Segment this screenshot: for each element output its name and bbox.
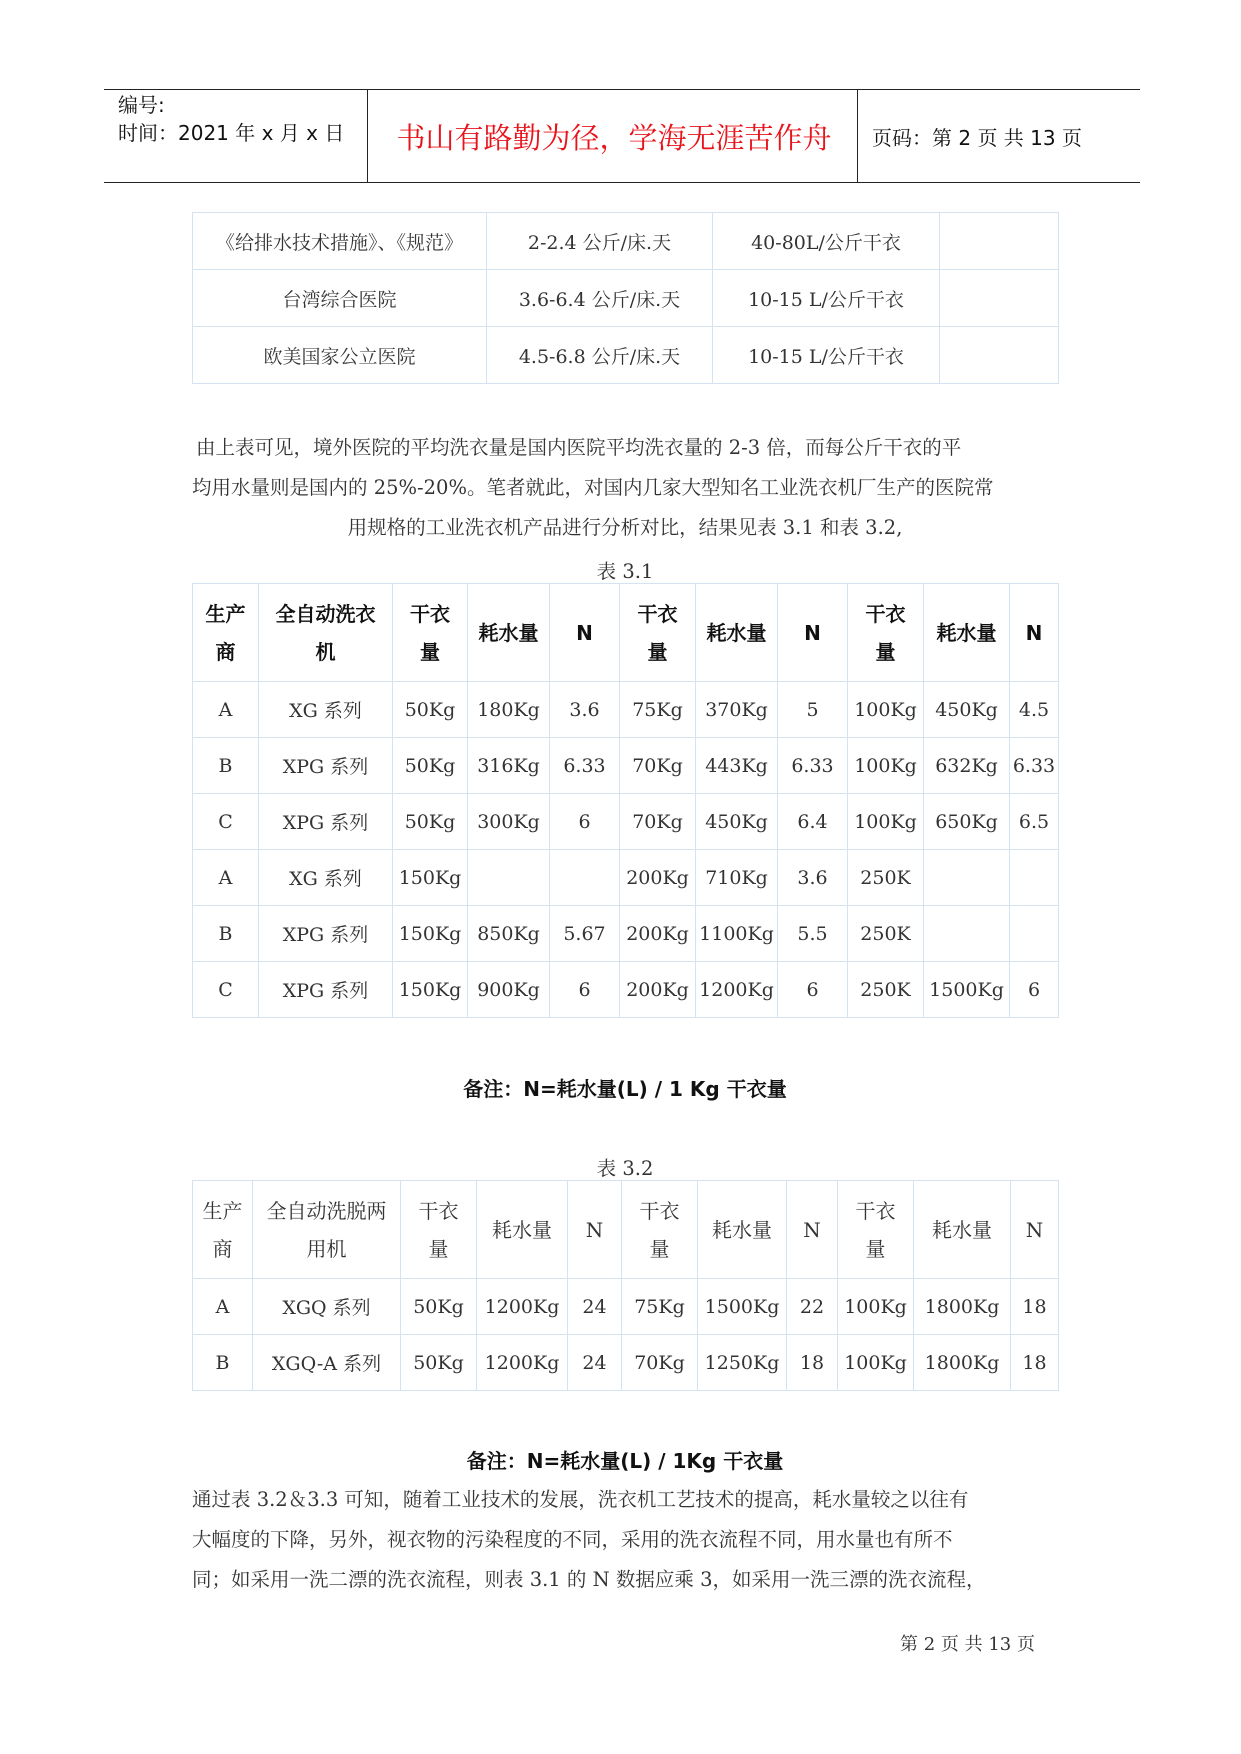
table-cell: 75Kg bbox=[622, 1279, 698, 1335]
table-header-cell bbox=[393, 584, 468, 682]
table-cell: 200Kg bbox=[620, 850, 696, 906]
table-row bbox=[193, 850, 1059, 906]
header-line-text: N bbox=[804, 620, 821, 645]
water-usage-comparison-table bbox=[192, 212, 1059, 384]
table-caption: 表 3.2 bbox=[596, 1157, 654, 1180]
table-cell: XPG 系列 bbox=[259, 794, 393, 850]
table-cell: XG 系列 bbox=[259, 682, 393, 738]
table-header-cell bbox=[253, 1181, 401, 1279]
table-cell: 24 bbox=[568, 1279, 622, 1335]
table-cell: 850Kg bbox=[468, 906, 550, 962]
table-cell bbox=[940, 213, 1059, 270]
header-divider-left bbox=[367, 90, 368, 183]
header-line-text: N bbox=[585, 1217, 604, 1242]
conclusion-paragraph bbox=[192, 1480, 1058, 1600]
table-cell bbox=[940, 327, 1059, 384]
table-cell: 632Kg bbox=[924, 738, 1010, 794]
table-cell: 6.33 bbox=[550, 738, 620, 794]
table-cell: 650Kg bbox=[924, 794, 1010, 850]
table-cell: XPG 系列 bbox=[259, 906, 393, 962]
header-line-text: 量 bbox=[647, 639, 668, 664]
table-cell: 1200Kg bbox=[477, 1335, 568, 1391]
table-cell: B bbox=[193, 906, 259, 962]
table-cell: 1250Kg bbox=[698, 1335, 787, 1391]
table-cell: 75Kg bbox=[620, 682, 696, 738]
table-cell: 250K bbox=[848, 850, 924, 906]
table-header-cell bbox=[698, 1181, 787, 1279]
header-line-text: 全自动洗脱两 bbox=[266, 1198, 387, 1223]
table-cell: 100Kg bbox=[848, 682, 924, 738]
table-header-cell bbox=[848, 584, 924, 682]
table-cell: 50Kg bbox=[393, 682, 468, 738]
table-cell: XPG 系列 bbox=[259, 738, 393, 794]
table-cell: 710Kg bbox=[696, 850, 778, 906]
paragraph-line: 大幅度的下降，另外，视衣物的污染程度的不同，采用的洗衣流程不同，用水量也有所不 bbox=[192, 1528, 953, 1551]
header-line-text: N bbox=[803, 1217, 821, 1242]
header-line-text: 耗水量 bbox=[492, 1217, 552, 1242]
table-cell: 1200Kg bbox=[696, 962, 778, 1018]
table-cell: 100Kg bbox=[848, 794, 924, 850]
table-cell: 250K bbox=[848, 962, 924, 1018]
table-cell: 100Kg bbox=[838, 1335, 914, 1391]
table-cell: B bbox=[193, 738, 259, 794]
header-meta bbox=[118, 90, 344, 148]
paragraph-line: 用规格的工业洗衣机产品进行分析对比，结果见表 3.1 和表 3.2, bbox=[347, 516, 903, 539]
table-cell: 18 bbox=[787, 1335, 838, 1391]
header-line-text: 生产 bbox=[202, 1198, 243, 1223]
table-cell: 欧美国家公立医院 bbox=[193, 327, 487, 384]
table-cell: 6 bbox=[778, 962, 848, 1018]
table-cell: 1500Kg bbox=[924, 962, 1010, 1018]
header-line-text: 生产 bbox=[205, 601, 246, 626]
table-cell: 6.33 bbox=[1010, 738, 1059, 794]
table-header-row bbox=[193, 1181, 1059, 1279]
header-line-text: 耗水量 bbox=[932, 1217, 992, 1242]
table-cell: 5 bbox=[778, 682, 848, 738]
table-cell: 150Kg bbox=[393, 962, 468, 1018]
table-cell: 900Kg bbox=[468, 962, 550, 1018]
table-cell: 1500Kg bbox=[698, 1279, 787, 1335]
paragraph-line: 通过表 3.2＆3.3 可知，随着工业技术的发展，洗衣机工艺技术的提高，耗水量较之以往有 bbox=[192, 1488, 969, 1511]
table-cell: 450Kg bbox=[924, 682, 1010, 738]
table-cell: 22 bbox=[787, 1279, 838, 1335]
table-cell: 6 bbox=[1010, 962, 1059, 1018]
table-cell: 50Kg bbox=[393, 738, 468, 794]
table-cell: 5.5 bbox=[778, 906, 848, 962]
header-line-text: 机 bbox=[315, 639, 336, 664]
table-cell bbox=[924, 850, 1010, 906]
header-line-text: 干衣 bbox=[865, 601, 906, 626]
header-line-text: 量 bbox=[420, 639, 440, 664]
table-cell: 3.6 bbox=[550, 682, 620, 738]
table-cell: 18 bbox=[1011, 1335, 1059, 1391]
table-header-cell bbox=[696, 584, 778, 682]
table-cell: 18 bbox=[1011, 1279, 1059, 1335]
header-line-text: 量 bbox=[428, 1236, 449, 1261]
table-cell: 4.5-6.8 公斤/床.天 bbox=[487, 327, 713, 384]
table-cell: 300Kg bbox=[468, 794, 550, 850]
table-cell: 70Kg bbox=[622, 1335, 698, 1391]
table-cell: 250K bbox=[848, 906, 924, 962]
washer-comparison-table-3-1 bbox=[192, 583, 1059, 1018]
table-cell: 6.5 bbox=[1010, 794, 1059, 850]
table-cell: 3.6-6.4 公斤/床.天 bbox=[487, 270, 713, 327]
table-header-cell bbox=[838, 1181, 914, 1279]
table-row bbox=[193, 213, 1059, 270]
table-header-cell bbox=[924, 584, 1010, 682]
paragraph-line: 同；如采用一洗二漂的洗衣流程，则表 3.1 的 N 数据应乘 3，如采用一洗三漂的洗衣流程， bbox=[192, 1568, 986, 1591]
table-cell: XGQ-A 系列 bbox=[253, 1335, 401, 1391]
table-cell bbox=[1010, 906, 1059, 962]
header-line-text: 干衣 bbox=[639, 1198, 680, 1223]
table-cell bbox=[1010, 850, 1059, 906]
table-cell: 40-80L/公斤干衣 bbox=[713, 213, 940, 270]
table-cell: A bbox=[193, 682, 259, 738]
table-cell: 《给排水技术措施》、《规范》 bbox=[193, 213, 487, 270]
table-cell: 6.4 bbox=[778, 794, 848, 850]
table-cell: 50Kg bbox=[401, 1335, 477, 1391]
header-line-text: 干衣 bbox=[418, 1198, 459, 1223]
table-header-cell bbox=[622, 1181, 698, 1279]
table-cell: 443Kg bbox=[696, 738, 778, 794]
table-row bbox=[193, 682, 1059, 738]
table-cell: 6 bbox=[550, 962, 620, 1018]
table-cell: 2-2.4 公斤/床.天 bbox=[487, 213, 713, 270]
table-row bbox=[193, 906, 1059, 962]
header-motto: 书山有路勤为径，学海无涯苦作舟 bbox=[396, 121, 832, 155]
table-header-cell bbox=[193, 1181, 253, 1279]
table-cell: 100Kg bbox=[838, 1279, 914, 1335]
table-cell: 6.33 bbox=[778, 738, 848, 794]
washer-comparison-table-3-2 bbox=[192, 1180, 1059, 1391]
table-row bbox=[193, 962, 1059, 1018]
table-header-cell bbox=[1011, 1181, 1059, 1279]
table-header-cell bbox=[401, 1181, 477, 1279]
table-cell: XG 系列 bbox=[259, 850, 393, 906]
header-line-text: 耗水量 bbox=[478, 620, 539, 645]
table-cell: XPG 系列 bbox=[259, 962, 393, 1018]
table-cell bbox=[924, 906, 1010, 962]
document-time-label: 时间：2021 年 x 月 x 日 bbox=[118, 121, 345, 145]
table-row bbox=[193, 1335, 1059, 1391]
header-line-text: 干衣 bbox=[410, 601, 450, 626]
header-line-text: 耗水量 bbox=[712, 1217, 772, 1242]
table-cell: 70Kg bbox=[620, 738, 696, 794]
table-cell: 1200Kg bbox=[477, 1279, 568, 1335]
table-header-cell bbox=[620, 584, 696, 682]
table-cell: 10-15 L/公斤干衣 bbox=[713, 327, 940, 384]
header-line-text: 商 bbox=[212, 1236, 233, 1261]
table-cell: 5.67 bbox=[550, 906, 620, 962]
table-cell: 1100Kg bbox=[696, 906, 778, 962]
table-cell: 1800Kg bbox=[914, 1279, 1011, 1335]
table-cell: 台湾综合医院 bbox=[193, 270, 487, 327]
table-cell: 200Kg bbox=[620, 962, 696, 1018]
table-cell: A bbox=[193, 850, 259, 906]
table-cell: 6 bbox=[550, 794, 620, 850]
header-line-text: 量 bbox=[875, 639, 896, 664]
paragraph-line: 由上表可见，境外医院的平均洗衣量是国内医院平均洗衣量的 2-3 倍，而每公斤干衣的平 bbox=[196, 436, 962, 459]
table-cell: C bbox=[193, 962, 259, 1018]
table-header-cell bbox=[477, 1181, 568, 1279]
intro-paragraph bbox=[192, 428, 1058, 548]
table-row bbox=[193, 794, 1059, 850]
table-row bbox=[193, 1279, 1059, 1335]
table-cell: 1800Kg bbox=[914, 1335, 1011, 1391]
paragraph-line: 均用水量则是国内的 25%-20%。笔者就此，对国内几家大型知名工业洗衣机厂生产的医院常 bbox=[192, 476, 994, 499]
header-line-text: N bbox=[1025, 620, 1043, 645]
header-line-text: 干衣 bbox=[637, 601, 678, 626]
table-header-cell bbox=[550, 584, 620, 682]
table-header-cell bbox=[787, 1181, 838, 1279]
header-line-text: N bbox=[1025, 1217, 1044, 1242]
table-row bbox=[193, 270, 1059, 327]
header-line-text: N bbox=[576, 620, 593, 645]
table-cell: B bbox=[193, 1335, 253, 1391]
header-line-text: 量 bbox=[649, 1236, 670, 1261]
table-cell: 100Kg bbox=[848, 738, 924, 794]
table-row bbox=[193, 327, 1059, 384]
header-line-text: 商 bbox=[215, 639, 236, 664]
table-caption: 表 3.1 bbox=[596, 560, 654, 583]
table-cell: 4.5 bbox=[1010, 682, 1059, 738]
table-cell: 180Kg bbox=[468, 682, 550, 738]
table-row bbox=[193, 738, 1059, 794]
table-note: 备注：N=耗水量(L) / 1 Kg 干衣量 bbox=[463, 1077, 787, 1101]
table-header-cell bbox=[914, 1181, 1011, 1279]
table-cell: 50Kg bbox=[393, 794, 468, 850]
table-cell bbox=[940, 270, 1059, 327]
table-header-cell bbox=[468, 584, 550, 682]
header-line-text: 干衣 bbox=[855, 1198, 896, 1223]
table-header-cell bbox=[1010, 584, 1059, 682]
table-cell: 150Kg bbox=[393, 850, 468, 906]
table-header-cell bbox=[193, 584, 259, 682]
table-cell: 50Kg bbox=[401, 1279, 477, 1335]
page-footer: 第 2 页 共 13 页 bbox=[900, 1634, 1035, 1655]
table-header-cell bbox=[568, 1181, 622, 1279]
table-note: 备注：N=耗水量(L) / 1Kg 干衣量 bbox=[466, 1449, 784, 1473]
table-cell: 70Kg bbox=[620, 794, 696, 850]
table-cell: 24 bbox=[568, 1335, 622, 1391]
table-cell: 10-15 L/公斤干衣 bbox=[713, 270, 940, 327]
table-cell: 370Kg bbox=[696, 682, 778, 738]
table-header-row bbox=[193, 584, 1059, 682]
table-cell: XGQ 系列 bbox=[253, 1279, 401, 1335]
table-cell: C bbox=[193, 794, 259, 850]
header-line-text: 用机 bbox=[306, 1236, 347, 1261]
table-cell: 316Kg bbox=[468, 738, 550, 794]
table-cell: 3.6 bbox=[778, 850, 848, 906]
table-cell: 150Kg bbox=[393, 906, 468, 962]
table-cell bbox=[468, 850, 550, 906]
header-line-text: 耗水量 bbox=[706, 620, 767, 645]
table-cell: 450Kg bbox=[696, 794, 778, 850]
header-page-label: 页码：第 2 页 共 13 页 bbox=[872, 126, 1082, 150]
table-header-cell bbox=[778, 584, 848, 682]
header-line-text: 量 bbox=[865, 1236, 886, 1261]
table-cell: A bbox=[193, 1279, 253, 1335]
document-number-label: 编号: bbox=[118, 93, 165, 117]
header-line-text: 全自动洗衣 bbox=[275, 601, 376, 626]
header-line-text: 耗水量 bbox=[936, 620, 997, 645]
table-cell bbox=[550, 850, 620, 906]
table-header-cell bbox=[259, 584, 393, 682]
table-cell: 200Kg bbox=[620, 906, 696, 962]
